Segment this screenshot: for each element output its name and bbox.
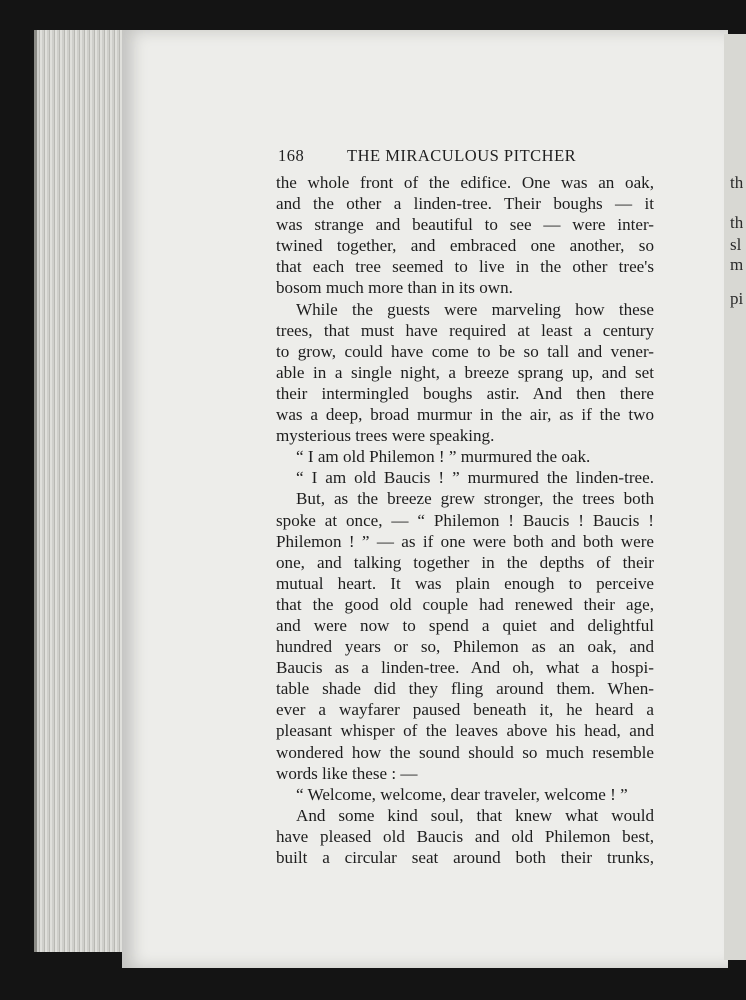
text-line: mysterious trees were speaking. [276,426,495,446]
text-line: and were now to spend a quiet and delightful [276,615,654,635]
facing-page-fragment: th [730,173,744,192]
text-line: table shade did they fling around them. When- [276,679,654,699]
text-line: mutual heart. It was plain enough to perceive [276,573,654,593]
text-line: that the good old couple had renewed their age, [276,594,654,614]
facing-page-edge [724,34,746,960]
facing-page-fragment: th [730,213,744,232]
text-line: And some kind soul, that knew what would [296,805,654,825]
facing-page-fragment: sl [730,235,742,254]
page-number: 168 [278,146,305,165]
text-line: was a deep, broad murmur in the air, as if the two [276,405,654,425]
text-line: and the other a linden-tree. Their boughs — it [276,194,654,214]
text-line: While the guests were marveling how these [296,299,654,319]
text-line: pleasant whisper of the leaves above his head, and [276,721,654,741]
text-line: wondered how the sound should so much resemble [276,742,654,762]
text-line: the whole front of the edifice. One was an oak, [276,173,654,192]
text-line: that each tree seemed to live in the other tree's [276,257,654,277]
text-line: one, and talking together in the depths of their [276,552,654,572]
running-title: THE MIRACULOUS PITCHER [347,146,577,165]
text-line: spoke at once, — “ Philemon ! Baucis ! Baucis ! [276,510,654,530]
facing-page-fragment: m [730,255,744,274]
text-line: was strange and beautiful to see — were inter- [276,215,654,235]
text-line: built a circular seat around both their trunks, [276,848,654,867]
text-line: their intermingled boughs astir. And then there [276,383,654,403]
page-edges [34,30,127,952]
text-line: “ Welcome, welcome, dear traveler, welcome ! ” [296,784,628,804]
facing-page-fragment: pi [730,289,744,308]
text-line: “ I am old Philemon ! ” murmured the oak. [296,447,591,467]
text-line: Baucis as a linden-tree. And oh, what a hospi- [276,658,654,678]
text-line: have pleased old Baucis and old Philemon best, [276,826,654,846]
text-line: trees, that must have required at least a century [276,320,654,340]
text-line: ever a wayfarer paused beneath it, he heard a [276,700,654,720]
text-line: bosom much more than in its own. [276,278,513,298]
text-line: to grow, could have come to be so tall and vener- [276,341,654,361]
text-line: Philemon ! ” — as if one were both and both were [276,531,654,551]
text-line: hundred years or so, Philemon as an oak, and [276,637,654,657]
text-line: able in a single night, a breeze sprang up, and set [276,362,654,382]
text-line: “ I am old Baucis ! ” murmured the linden-tree. [296,468,654,488]
text-line: words like these : — [276,763,418,783]
text-line: twined together, and embraced one another, so [276,236,654,256]
body-text [276,172,654,868]
text-line: But, as the breeze grew stronger, the trees both [296,489,654,509]
